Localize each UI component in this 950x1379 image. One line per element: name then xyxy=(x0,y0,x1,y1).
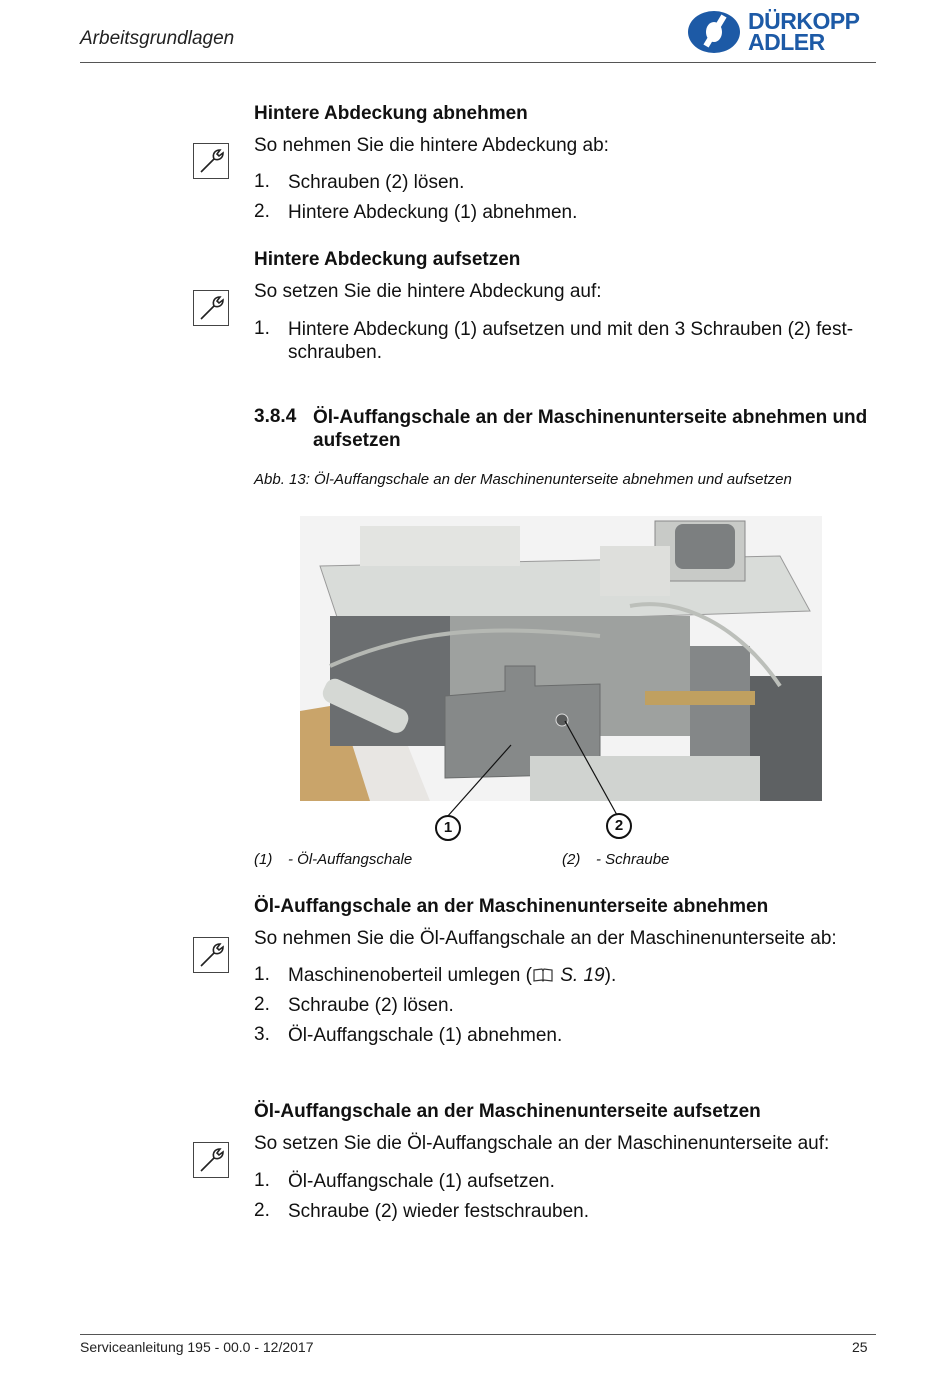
step-text: Schrauben (2) lösen. xyxy=(288,172,465,193)
step-number: 2. xyxy=(254,994,270,1015)
step-number: 1. xyxy=(254,171,270,192)
callout-2: 2 xyxy=(606,813,632,839)
step-number: 2. xyxy=(254,1200,270,1221)
step-number: 1. xyxy=(254,318,270,339)
chapter-number: 3.8.4 xyxy=(254,406,297,427)
section-heading-oil-pan-attach: Öl-Auffangschale an der Maschinenunterseite aufsetzen xyxy=(254,1101,761,1122)
step-text: Hintere Abdeckung (1) aufsetzen und mit den 3 Schrauben (2) fest-schrauben. xyxy=(288,319,854,363)
header-title: Arbeitsgrundlagen xyxy=(80,28,235,49)
legend-num-2: (2) xyxy=(562,851,581,868)
step-number: 3. xyxy=(254,1024,270,1045)
footer-divider xyxy=(80,1334,876,1335)
step-text: Schraube (2) wieder festschrauben. xyxy=(288,1201,589,1222)
step-number: 1. xyxy=(254,1170,270,1191)
wrench-icon xyxy=(193,1142,229,1178)
wrench-icon xyxy=(193,937,229,973)
footer-document-id: Serviceanleitung 195 - 00.0 - 12/2017 xyxy=(80,1339,314,1355)
page-number: 25 xyxy=(852,1339,868,1355)
section-heading-rear-cover-remove: Hintere Abdeckung abnehmen xyxy=(254,103,528,124)
legend-num-1: (1) xyxy=(254,851,273,868)
step-text: Öl-Auffangschale (1) aufsetzen. xyxy=(288,1171,555,1192)
legend-text-1: - Öl-Auffangschale xyxy=(288,851,413,868)
step-number: 1. xyxy=(254,964,270,985)
book-icon xyxy=(533,968,553,982)
section-heading-oil-pan-remove: Öl-Auffangschale an der Maschinenunterseite abnehmen xyxy=(254,896,769,917)
callout-1: 1 xyxy=(435,815,461,841)
section-heading-rear-cover-attach: Hintere Abdeckung aufsetzen xyxy=(254,249,521,270)
step-text: Schraube (2) lösen. xyxy=(288,995,454,1016)
step-number: 2. xyxy=(254,201,270,222)
section-intro: So nehmen Sie die hintere Abdeckung ab: xyxy=(254,135,609,156)
chapter-title: Öl-Auffangschale an der Maschinenunterseite abnehmen und aufsetzen xyxy=(313,407,868,451)
legend-text-2: - Schraube xyxy=(596,851,670,868)
section-intro: So setzen Sie die hintere Abdeckung auf: xyxy=(254,281,602,302)
step-text-part: ). xyxy=(604,965,617,986)
page-reference-link[interactable]: S. 19 xyxy=(560,965,605,986)
figure-caption: Abb. 13: Öl-Auffangschale an der Maschinenunterseite abnehmen und aufsetzen xyxy=(254,471,792,488)
section-intro: So nehmen Sie die Öl-Auffangschale an der Maschinenunterseite ab: xyxy=(254,928,837,949)
step-text: Hintere Abdeckung (1) abnehmen. xyxy=(288,202,578,223)
logo-line-2: ADLER xyxy=(748,29,825,55)
step-text xyxy=(288,964,868,987)
section-intro: So setzen Sie die Öl-Auffangschale an der Maschinenunterseite auf: xyxy=(254,1133,830,1154)
step-text: Öl-Auffangschale (1) abnehmen. xyxy=(288,1025,563,1046)
step-text-part: Maschinenoberteil umlegen ( xyxy=(288,965,532,986)
logo-line-1: DÜRKOPP xyxy=(748,8,860,34)
